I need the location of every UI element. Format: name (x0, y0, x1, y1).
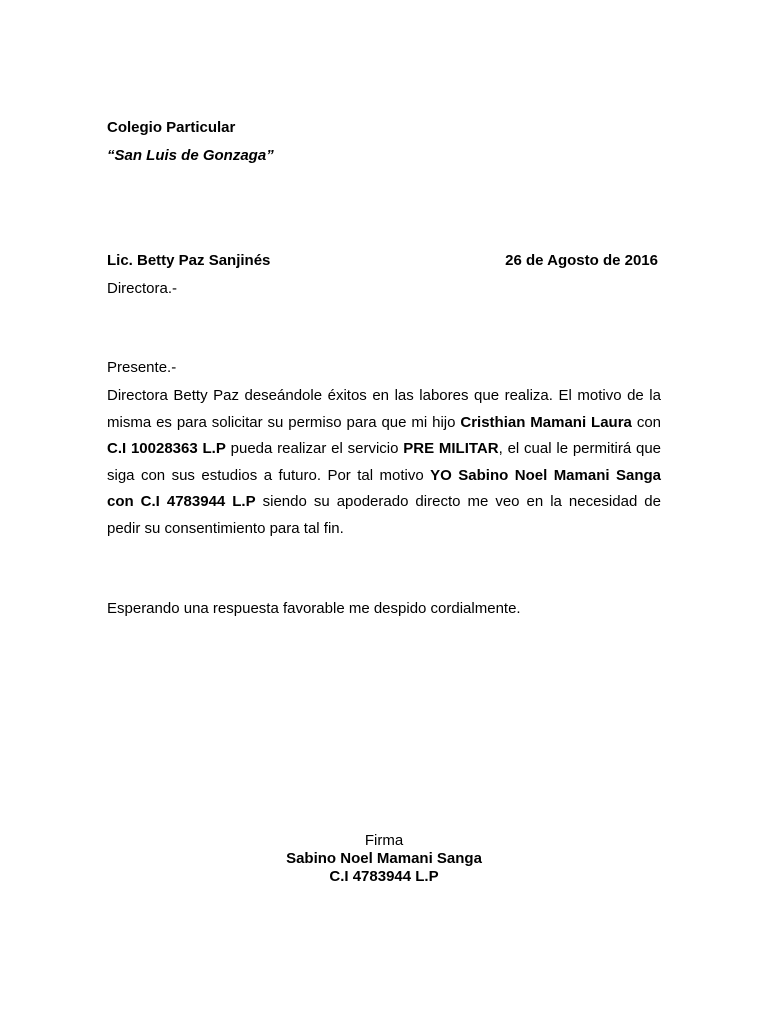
school-motto: “San Luis de Gonzaga” (107, 147, 274, 164)
body-text: Directora Betty Paz deseándole éxitos en las labores que realiza. El motivo de la (107, 387, 661, 404)
body-text: con (631, 413, 661, 431)
signer-name: Sabino Noel Mamani Sanga (286, 850, 482, 867)
body-text-bold: PRE MILITAR (403, 440, 499, 457)
body-paragraph (107, 383, 661, 542)
body-text: pedir su consentimiento para tal fin. (107, 519, 344, 537)
body-line (107, 489, 661, 516)
body-line (107, 383, 661, 410)
body-text-bold: con C.I 4783944 L.P (107, 493, 256, 510)
body-text: siga con sus estudios a futuro. Por tal motivo (107, 466, 431, 484)
closing-sentence: Esperando una respuesta favorable me despido cordialmente. (107, 600, 521, 617)
signature-label: Firma (364, 832, 404, 849)
body-text-bold: YO Sabino Noel Mamani Sanga (430, 466, 661, 484)
body-line (107, 436, 661, 463)
body-text-bold: C.I 10028363 L.P (107, 440, 226, 457)
body-line (107, 410, 661, 437)
signer-id: C.I 4783944 L.P (329, 868, 439, 885)
body-text: siendo su apoderado directo me veo en la necesidad de (255, 493, 661, 510)
recipient-name: Lic. Betty Paz Sanjinés (107, 252, 271, 269)
body-line (107, 463, 661, 490)
greeting: Presente.- (107, 359, 177, 376)
school-name: Colegio Particular (107, 119, 236, 136)
body-text: misma es para solicitar su permiso para que mi hijo (107, 413, 461, 431)
letter-date: 26 de Agosto de 2016 (505, 252, 658, 269)
recipient-role: Directora.- (107, 280, 178, 297)
body-line (107, 516, 661, 543)
body-text-bold: Cristhian Mamani Laura (460, 413, 632, 431)
body-text: pueda realizar el servicio (225, 440, 404, 457)
body-text: , el cual le permitirá que (498, 440, 662, 457)
